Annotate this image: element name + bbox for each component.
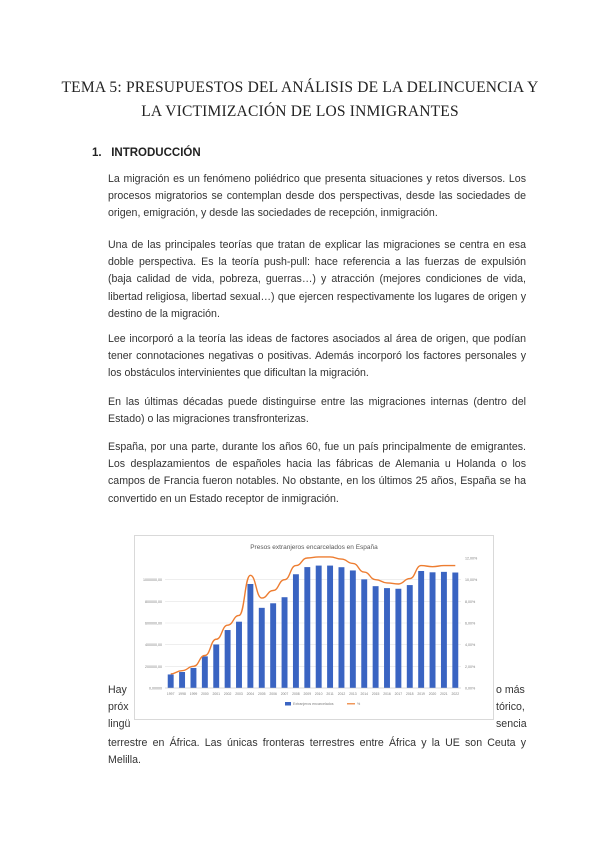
paragraph-3: Lee incorporó a la teoría las ideas de factores asociados al área de origen, que podían tener connotaciones negativas o positivas. Además incorporó los factores personales y los obstáculos intervinientes que dificultan la migración.	[108, 333, 526, 380]
bar	[339, 567, 345, 688]
bar	[327, 566, 333, 688]
bar	[202, 656, 208, 688]
y2-tick-label: 0,00%	[465, 686, 476, 691]
bar	[452, 573, 458, 688]
x-tick-label: 2018	[405, 692, 414, 696]
y-tick-label: 200000,00	[145, 664, 162, 669]
occluded-fragment: o más	[496, 684, 525, 696]
legend-swatch-bar	[285, 702, 291, 706]
x-tick-label: 1997	[166, 692, 175, 696]
y2-tick-label: 10,00%	[465, 578, 478, 583]
x-tick-label: 2017	[394, 692, 403, 696]
x-tick-label: 2005	[257, 692, 266, 696]
y-tick-label: 0,00000	[149, 686, 162, 691]
occluded-fragment: próx	[108, 701, 129, 713]
bar	[361, 579, 367, 688]
y2-tick-label: 6,00%	[465, 621, 476, 626]
paragraph-4: En las últimas décadas puede distinguirse entre las migraciones internas (dentro del Estado) o las migraciones transfronterizas.	[108, 396, 526, 426]
bar	[395, 589, 401, 688]
bar	[418, 571, 424, 688]
section-heading	[92, 147, 201, 159]
page-title: TEMA 5: PRESUPUESTOS DEL ANÁLISIS DE LA DELINCUENCIA Y LA VICTIMIZACIÓN DE LOS INMIGRANTES	[61, 79, 539, 120]
occluded-fragment: Hay	[108, 684, 127, 696]
bar	[441, 572, 447, 688]
bar	[373, 586, 379, 688]
bar	[259, 608, 265, 688]
x-tick-label: 2000	[201, 692, 209, 696]
chart	[134, 535, 494, 720]
x-tick-label: 2003	[235, 692, 243, 696]
bar	[191, 668, 197, 688]
chart-legend	[285, 702, 361, 706]
x-tick-label: 2010	[314, 692, 323, 696]
bar	[384, 588, 390, 688]
occluded-fragment: lingü	[108, 718, 131, 730]
occluded-fragment: tórico,	[496, 701, 525, 713]
x-tick-label: 2021	[440, 692, 448, 696]
bar	[316, 566, 322, 688]
bar	[179, 672, 185, 688]
x-tick-label: 1998	[178, 692, 186, 696]
bar	[304, 567, 310, 688]
y-tick-label: 400000,00	[145, 643, 162, 648]
x-tick-label: 2015	[371, 692, 380, 696]
chart-svg	[135, 536, 493, 719]
x-tick-label: 2014	[360, 692, 369, 696]
y-tick-label: 800000,00	[145, 599, 162, 604]
x-tick-label: 2013	[349, 692, 357, 696]
x-tick-label: 1999	[189, 692, 198, 696]
y2-tick-label: 8,00%	[465, 599, 476, 604]
x-tick-label: 2022	[451, 692, 460, 696]
x-tick-label: 2019	[417, 692, 425, 696]
paragraph-1: La migración es un fenómeno poliédrico que presenta situaciones y retos diversos. Los procesos migratorios se contemplan desde dos perspectivas, desde las sociedades de origen, emigración, y desde las sociedades de recepción, inmigración.	[108, 173, 526, 220]
bar	[247, 584, 253, 688]
section-number: 1.	[92, 147, 102, 159]
y-tick-label: 1000000,00	[143, 578, 162, 583]
x-tick-label: 2001	[212, 692, 221, 696]
y-tick-label: 600000,00	[145, 621, 162, 626]
section-label: INTRODUCCIÓN	[111, 147, 201, 159]
legend-label: %	[357, 702, 361, 706]
x-tick-label: 2004	[246, 692, 255, 696]
paragraph-2: Una de las principales teorías que tratan de explicar las migraciones se centra en esa doble perspectiva. Es la teoría push-pull: hace referencia a las fuerzas de expulsión (baja calidad de vida, pobreza, guerras…) y atracción (mejores condiciones de vida, libertad religiosa, libertad sexual…) que ejercen respectivamente los lugares de origen y destino de la migración.	[108, 239, 526, 320]
x-tick-label: 2006	[269, 692, 277, 696]
x-tick-label: 2008	[292, 692, 300, 696]
bar	[225, 630, 231, 688]
bar	[168, 674, 174, 688]
paragraph-5: España, por una parte, durante los años 60, fue un país principalmente de emigrantes. Los desplazamientos de españoles hacia las fábricas de Alemania u Holanda o los campos de Francia fueron notables. No obstante, en los últimos 25 años, España se ha convertido en un Estado receptor de inmigración.	[108, 441, 526, 505]
bar	[213, 644, 219, 688]
chart-title: Presos extranjeros encarcelados en España	[250, 544, 378, 551]
x-tick-label: 2012	[337, 692, 346, 696]
bar	[293, 574, 299, 688]
bar	[282, 597, 288, 688]
x-tick-label: 2009	[303, 692, 312, 696]
legend-label: Extranjeros encarcelados	[293, 702, 334, 706]
paragraph-6-tail: terrestre en África. Las únicas fronteras terrestres entre África y la UE son Ceuta y Melilla.	[108, 737, 526, 767]
x-tick-label: 2007	[280, 692, 289, 696]
bar	[430, 572, 436, 688]
bar	[407, 585, 413, 688]
bar	[350, 570, 356, 688]
y2-tick-label: 2,00%	[465, 664, 476, 669]
x-tick-label: 2016	[383, 692, 391, 696]
x-tick-label: 2011	[326, 692, 334, 696]
y2-tick-label: 4,00%	[465, 643, 476, 648]
occluded-fragment: sencia	[496, 718, 527, 730]
bar	[270, 603, 276, 688]
x-tick-label: 2020	[428, 692, 437, 696]
x-tick-label: 2002	[223, 692, 232, 696]
y2-tick-label: 12,00%	[465, 556, 478, 561]
bar	[236, 622, 242, 688]
